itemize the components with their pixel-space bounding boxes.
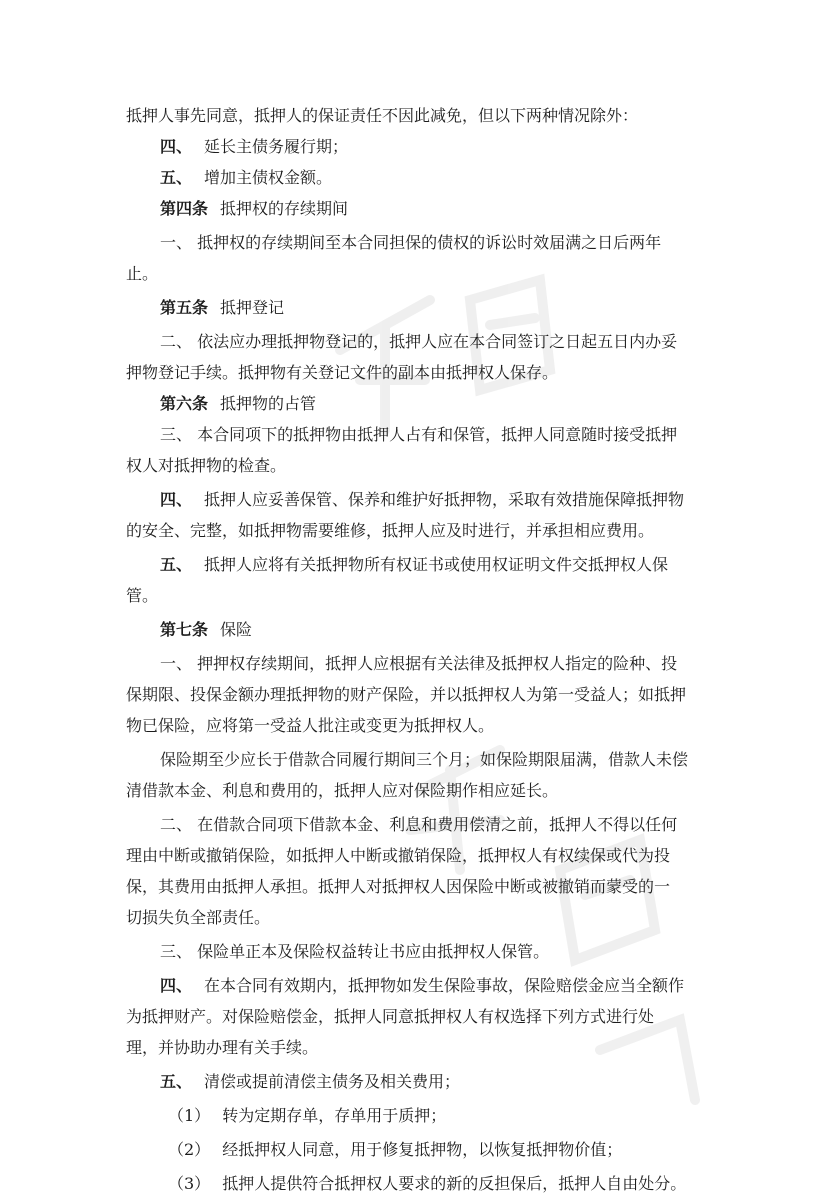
text-line (126, 484, 706, 515)
text-line: 三、 本合同项下的抵押物由抵押人占有和保管，抵押人同意随时接受抵押 (160, 425, 678, 444)
list-item (126, 1100, 706, 1131)
article-heading (126, 292, 706, 323)
article-title: 保险 (220, 620, 253, 639)
text-line: 理，并协助办理有关手续。 (126, 1038, 319, 1057)
article-number: 第五条 (160, 298, 209, 317)
text-line: 切损失负全部责任。 (126, 908, 271, 927)
item-label: 四、 (160, 137, 193, 156)
text-line: 一、 抵押权的存续期间至本合同担保的债权的诉讼时效届满之日后两年 (160, 233, 662, 252)
article-number: 第七条 (160, 620, 209, 639)
contract-text (126, 100, 706, 1199)
list-text: 抵押人提供符合抵押权人要求的新的反担保后，抵押人自由处分。 (222, 1174, 687, 1193)
item-label: 四、 (160, 976, 193, 995)
article-heading (126, 193, 706, 224)
text-line: 二、 依法应办理抵押物登记的，抵押人应在本合同签订之日起五日内办妥 (160, 332, 678, 351)
text-line: 权人对抵押物的检查。 (126, 456, 287, 475)
text-line (126, 549, 706, 580)
text-line (126, 970, 706, 1001)
list-number: （1） (168, 1106, 211, 1125)
list-item (126, 1134, 706, 1165)
list-text: 转为定期存单，存单用于质押； (222, 1106, 447, 1125)
article-title: 抵押物的占管 (220, 394, 317, 413)
item-text: 清偿或提前清偿主债务及相关费用； (204, 1072, 461, 1091)
text-line: 一、 押押权存续期间，抵押人应根据有关法律及抵押权人指定的险种、投 (160, 654, 678, 673)
text-line: 三、 保险单正本及保险权益转让书应由抵押权人保管。 (160, 942, 550, 961)
text-line: 物已保险，应将第一受益人批注或变更为抵押权人。 (126, 716, 495, 735)
text-line: 二、 在借款合同项下借款本金、利息和费用偿清之前，抵押人不得以任何 (160, 815, 678, 834)
text-line: 保期限、投保金额办理抵押物的财产保险，并以抵押权人为第一受益人；如抵押 (126, 685, 687, 704)
list-number: （2） (168, 1140, 211, 1159)
item-label: 五、 (160, 168, 193, 187)
text-line: 的安全、完整，如抵押物需要维修，抵押人应及时进行，并承担相应费用。 (126, 521, 655, 540)
text-line: 管。 (126, 586, 159, 605)
text-line (126, 162, 706, 193)
item-label: 四、 (160, 490, 193, 509)
text-line (126, 131, 706, 162)
article-heading (126, 614, 706, 645)
item-text: 增加主债权金额。 (204, 168, 333, 187)
text-line: 抵押人事先同意，抵押人的保证责任不因此减免，但以下两种情况除外： (126, 106, 639, 125)
item-text: 抵押人应将有关抵押物所有权证书或使用权证明文件交抵押权人保 (204, 555, 669, 574)
article-number: 第六条 (160, 394, 209, 413)
article-number: 第四条 (160, 199, 209, 218)
text-line: 保险期至少应长于借款合同履行期间三个月；如保险期限届满，借款人未偿 (160, 750, 689, 769)
article-heading (126, 388, 706, 419)
text-line: 保，其费用由抵押人承担。抵押人对抵押权人因保险中断或被撤销而蒙受的一 (126, 877, 671, 896)
text-line: 为抵押财产。对保险赔偿金，抵押人同意抵押权人有权选择下列方式进行处 (126, 1007, 655, 1026)
item-text: 抵押人应妥善保管、保养和维护好抵押物，采取有效措施保障抵押物 (204, 490, 685, 509)
text-line: 止。 (126, 264, 159, 283)
article-title: 抵押登记 (220, 298, 285, 317)
item-text: 在本合同有效期内，抵押物如发生保险事故，保险赔偿金应当全额作 (204, 976, 685, 995)
list-number: （3） (168, 1174, 211, 1193)
list-item (126, 1168, 706, 1199)
text-line (126, 1066, 706, 1097)
list-text: 经抵押权人同意，用于修复抵押物，以恢复抵押物价值； (222, 1140, 623, 1159)
text-line: 理由中断或撤销保险，如抵押人中断或撤销保险，抵押权人有权续保或代为投 (126, 846, 671, 865)
article-title: 抵押权的存续期间 (220, 199, 349, 218)
item-label: 五、 (160, 555, 193, 574)
text-line: 清借款本金、利息和费用的，抵押人应对保险期作相应延长。 (126, 781, 559, 800)
item-text: 延长主债务履行期； (204, 137, 349, 156)
item-label: 五、 (160, 1072, 193, 1091)
text-line: 押物登记手续。抵押物有关登记文件的副本由抵押权人保存。 (126, 363, 559, 382)
